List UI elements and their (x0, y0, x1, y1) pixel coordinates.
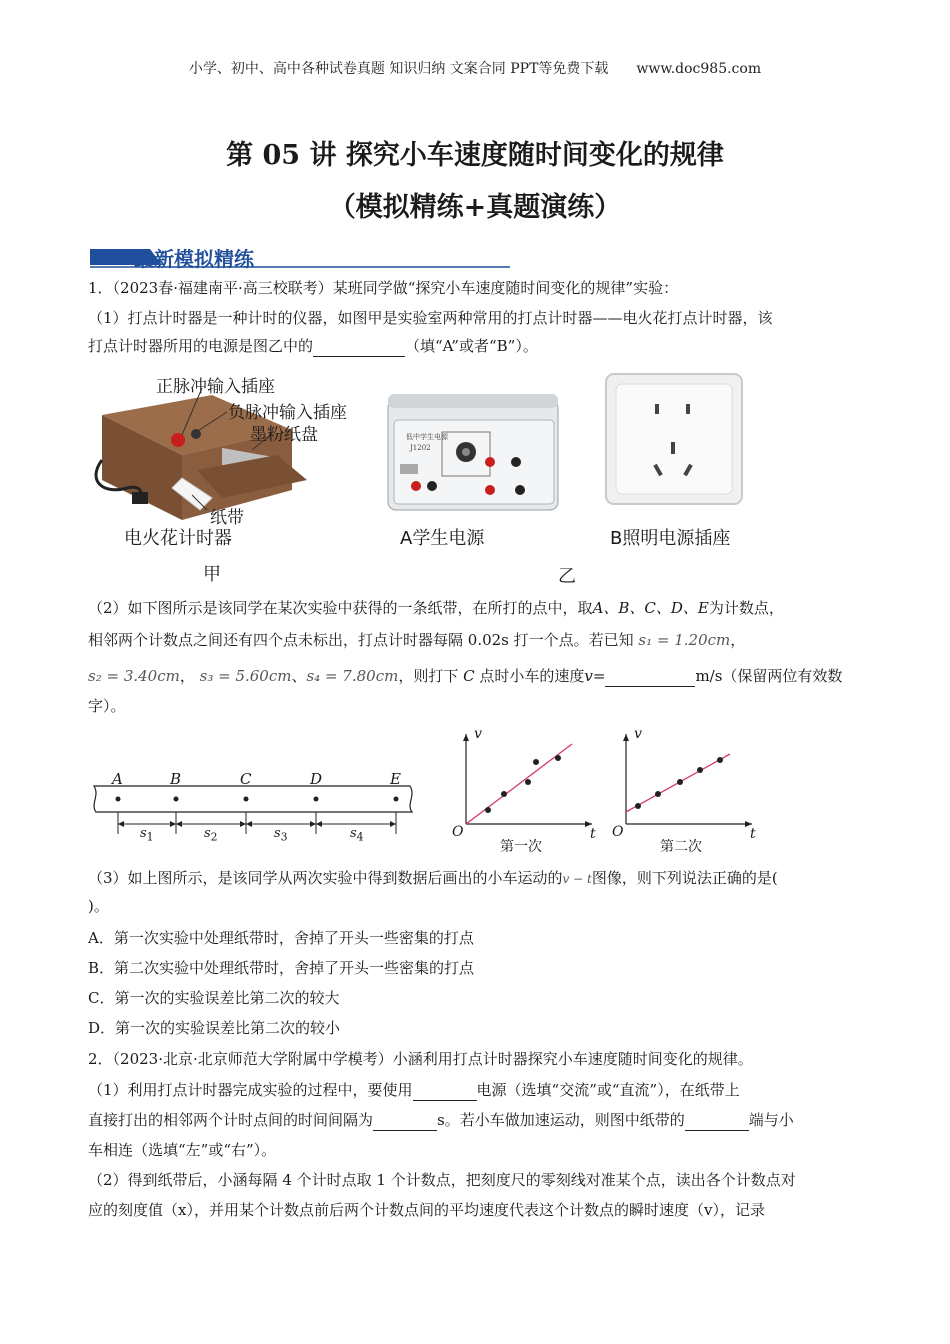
q1-intro: 1．（2023春·福建南平·高三校联考）某班同学做“探究小车速度随时间变化的规律”实验： (88, 279, 679, 297)
wall-socket-icon (598, 372, 748, 512)
graph2-t-label: t (750, 826, 756, 842)
label-toner-disk: 墨粉纸盘 (250, 425, 318, 445)
point-c-text: C (463, 667, 475, 685)
tape-point-a: A (112, 770, 123, 788)
q1-part2-text2: 相邻两个计数点之间还有四个点未标出，打点计时器每隔 0.02s 打一个点。若已知 (88, 631, 634, 649)
q2-part1-text: （1）利用打点计时器完成实验的过程中，要使用 (88, 1081, 413, 1099)
q1-part1-line1: （1）打点计时器是一种计时的仪器，如图甲是实验室两种常用的打点计时器——电火花打点计时器，该 (88, 309, 773, 327)
q1-part2-text3: ，则打下 (398, 667, 459, 685)
timer-caption: 电火花计时器 (124, 528, 232, 549)
q1-part2-text: （2）如下图所示是该同学在某次实验中获得的一条纸带，在所打的点中，取 (88, 599, 593, 617)
option-c[interactable]: C．第一次的实验误差比第二次的较大 (88, 989, 340, 1007)
q2-part1-text3: s。若小车做加速运动，则图中纸带的 (437, 1111, 685, 1129)
count-points-text: A、B、C、D、E (592, 599, 709, 617)
graph2-origin-label: O (612, 824, 624, 840)
answer-blank[interactable] (313, 336, 405, 357)
s2-value: s₂ = 3.40cm (88, 667, 180, 685)
vt-graph-second-icon (612, 728, 762, 838)
q2-intro: 2．（2023·北京·北京师范大学附属中学模考）小涵利用打点计时器探究小车速度随时间变化的规律。 (88, 1050, 753, 1068)
answer-blank[interactable] (605, 666, 695, 687)
paper-tape-icon (88, 776, 428, 852)
option-a[interactable]: A．第一次实验中处理纸带时，舍掉了开头一些密集的打点 (88, 929, 474, 947)
power-panel-text: 低中学生电源 (406, 433, 448, 441)
q2-part2-line2: 应的刻度值（x），并用某个计数点前后两个计数点间的平均速度代表这个计数点的瞬时速度（v），记录 (88, 1201, 765, 1219)
power-supply-icon (380, 390, 580, 515)
s1-value: s₁ = 1.20cm (638, 631, 731, 649)
q1-part2-text-end: 为计数点， (708, 599, 784, 617)
power-model-text: J1202 (410, 444, 431, 452)
power-supply-figure (380, 390, 580, 550)
q2-part1-line2 (88, 1110, 794, 1131)
answer-blank[interactable] (373, 1110, 437, 1131)
option-d[interactable]: D．第一次的实验误差比第二次的较小 (88, 1019, 341, 1037)
graph1-v-label: v (474, 726, 482, 742)
graph2-caption: 第二次 (660, 839, 702, 855)
tape-segment-s2: $s_2$ (204, 826, 218, 844)
tape-point-e: E (390, 770, 401, 788)
graph1-t-label: t (590, 826, 596, 842)
q1-part3-line2: )。 (88, 897, 109, 915)
tape-point-b: B (170, 770, 182, 788)
vt-graph-first-icon (452, 728, 602, 838)
s4-value: s₄ = 7.80cm (306, 667, 399, 685)
page-title: 第 05 讲 探究小车速度随时间变化的规律 (226, 140, 724, 171)
q1-part2-line3: s₂ = 3.40cm， s₃ = 5.60cm、s₄ = 7.80cm，则打下 C 点时小车的速度v= m/s（保留两位有效数 (88, 667, 843, 685)
graph1-caption: 第一次 (500, 839, 542, 855)
section-heading (90, 243, 510, 271)
figure-label-yi: 乙 (558, 566, 576, 587)
q1-part2-line2: 相邻两个计数点之间还有四个点未标出，打点计时器每隔 0.02s 打一个点。若已知 s₁ = 1.20cm， (88, 631, 746, 649)
page-subtitle: （模拟精练+真题演练） (328, 192, 622, 223)
q2-part1-text2: 直接打出的相邻两个计时点间的时间间隔为 (88, 1111, 374, 1129)
vt-graph-second (612, 728, 762, 858)
wall-socket-caption: B照明电源插座 (610, 528, 731, 549)
q2-part1-line1 (88, 1080, 740, 1101)
graph2-v-label: v (634, 726, 642, 742)
paper-tape-figure (88, 770, 428, 852)
wall-socket-figure (598, 372, 768, 552)
option-b[interactable]: B．第二次实验中处理纸带时，舍掉了开头一些密集的打点 (88, 959, 475, 977)
label-negative-socket: 负脉冲输入插座 (228, 403, 347, 423)
answer-blank[interactable] (413, 1080, 477, 1101)
spark-timer-figure (92, 370, 382, 550)
q2-part1-text4: 端与小 (748, 1111, 794, 1129)
label-paper-tape: 纸带 (210, 508, 244, 528)
q2-part2-line1: （2）得到纸带后，小涵每隔 4 个计时点取 1 个计数点，把刻度尺的零刻线对准某个点，读出各个计数点对 (88, 1171, 796, 1189)
q1-part2-line4: 字）。 (88, 697, 126, 715)
vt-symbol: v − t (562, 872, 592, 886)
tape-segment-s3: $s_3$ (274, 826, 288, 844)
tape-segment-s1: $s_1$ (140, 826, 154, 844)
section-heading-text: 最新模拟精练 (134, 247, 254, 271)
q1-part3-line1 (88, 868, 778, 889)
site-header: 小学、初中、高中各种试卷真题 知识归纳 文案合同 PPT等免费下载 www.doc985.com (188, 61, 762, 77)
q1-part1-line2 (88, 336, 538, 357)
label-positive-socket: 正脉冲输入插座 (156, 377, 275, 397)
vt-graph-first (452, 728, 602, 858)
tape-point-d: D (310, 770, 323, 788)
q1-part1-text: 打点计时器所用的电源是图乙中的 (88, 337, 314, 355)
s3-value: s₃ = 5.60cm (199, 667, 292, 685)
q1-part2-line1 (88, 598, 784, 618)
q1-part3-text: （3）如上图所示，是该同学从两次实验中得到数据后画出的小车运动的 (88, 869, 563, 887)
answer-blank[interactable] (685, 1110, 749, 1131)
figure-label-jia: 甲 (203, 564, 221, 585)
power-supply-caption: A学生电源 (400, 528, 485, 549)
tape-point-c: C (240, 770, 252, 788)
tape-segment-s4: $s_4$ (350, 826, 364, 844)
graph1-origin-label: O (452, 824, 464, 840)
q2-part1-text-end: 电源（选填“交流”或“直流”），在纸带上 (476, 1081, 740, 1099)
q2-part1-line3: 车相连（选填“左”或“右”）。 (88, 1141, 277, 1159)
q1-part2-text4: 点时小车的速度 (479, 667, 585, 685)
q1-part2-text5: m/s（保留两位有效数 (695, 667, 843, 685)
q1-part1-text-end: （填“A”或者“B”）。 (405, 337, 538, 355)
q1-part3-text-end: 图像，则下列说法正确的是( (591, 869, 778, 887)
v-symbol: v= (584, 667, 606, 685)
